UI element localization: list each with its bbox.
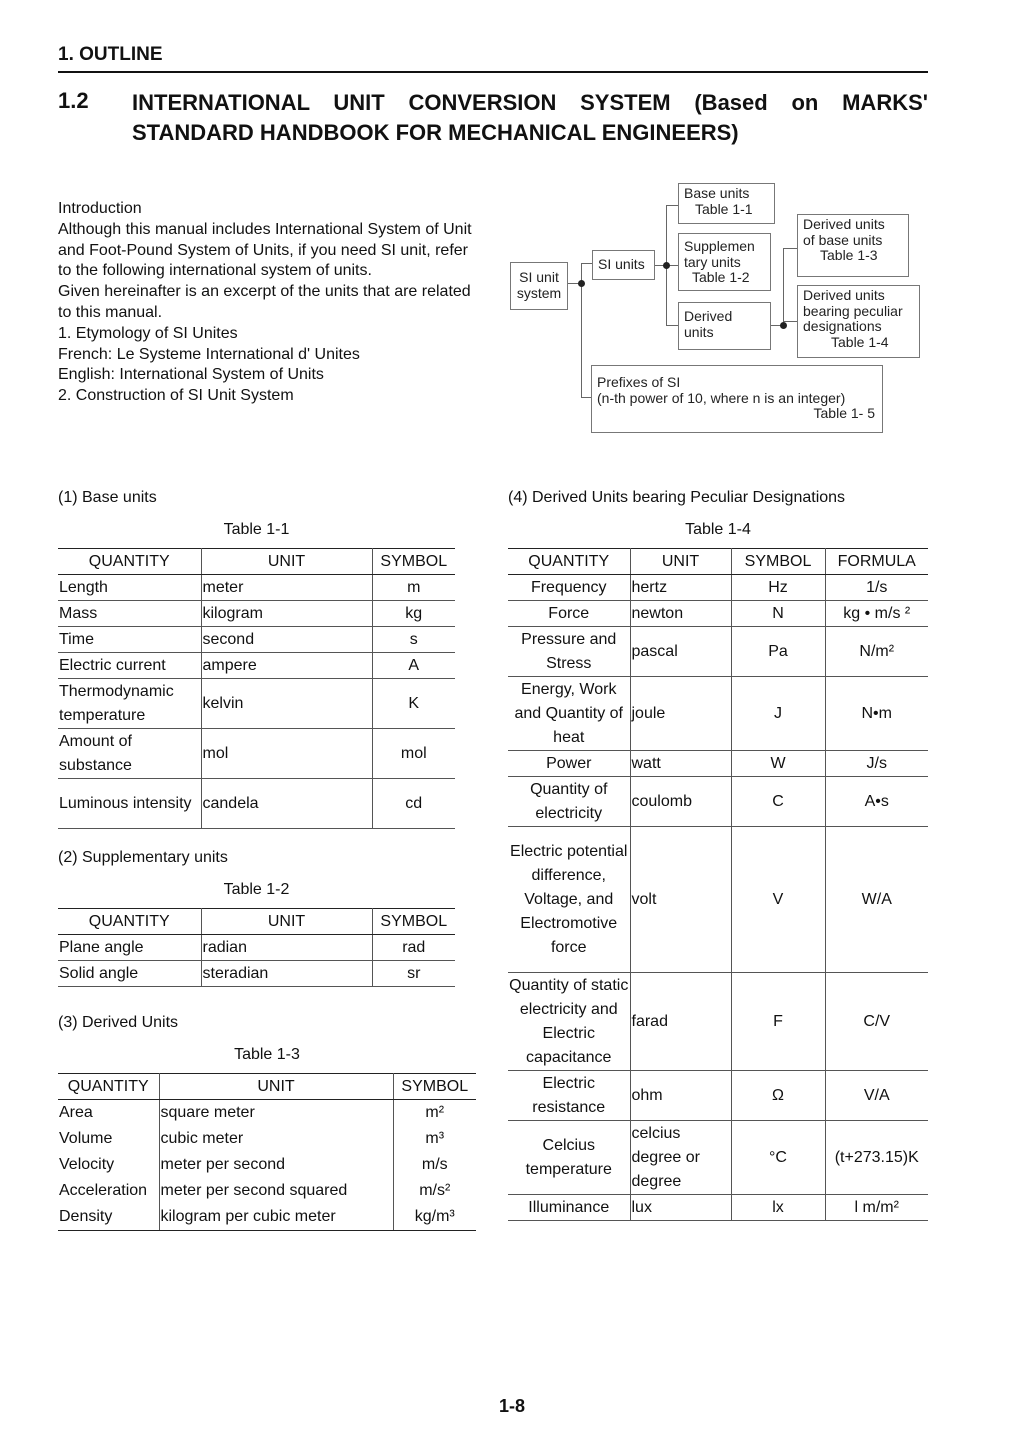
table-cell: Electric potential difference, Voltage, and Electromotive force [508, 827, 630, 973]
column-header: UNIT [201, 549, 372, 575]
table-cell: N•m [825, 677, 928, 751]
table-cell: °C [731, 1121, 825, 1195]
table-cell: steradian [201, 961, 372, 987]
table-cell: newton [630, 601, 731, 627]
table-header-row [58, 909, 455, 935]
table-caption: Table 1-3 [234, 1046, 300, 1063]
table-cell: 1/s [825, 575, 928, 601]
column-header: SYMBOL [372, 549, 455, 575]
intro-line: to the following international system of units. [58, 262, 372, 280]
base-units-table [58, 548, 455, 829]
column-header: QUANTITY [58, 1074, 159, 1100]
table-cell: pascal [630, 627, 731, 677]
table-cell: l m/m² [825, 1195, 928, 1221]
table-cell: Acceleration [58, 1178, 159, 1204]
table-cell: radian [201, 935, 372, 961]
table-cell: watt [630, 751, 731, 777]
table-cell: m² [425, 1104, 445, 1121]
table-row [58, 1100, 476, 1127]
box-text: of base units [803, 231, 883, 248]
connector-line [581, 263, 592, 264]
table-cell: Frequency [508, 575, 630, 601]
box-text: system [516, 284, 562, 301]
table-cell: J/s [825, 751, 928, 777]
table-row [58, 961, 455, 987]
page-title: INTERNATIONAL UNIT CONVERSION SYSTEM (Based on MARKS' STANDARD HANDBOOK FOR MECHANICAL ENGINEERS) [132, 90, 928, 145]
box-text: Table 1-2 [692, 269, 750, 285]
junction-dot [578, 280, 585, 287]
table-cell: meter per second squared [159, 1178, 393, 1204]
table-row [508, 627, 928, 677]
prefixes-box [591, 365, 883, 433]
table-cell: m/s [421, 1156, 448, 1173]
table-caption: Table 1-1 [223, 521, 290, 538]
supplementary-units-table [58, 908, 455, 987]
table-cell: mol [201, 729, 372, 779]
table-cell: Celcius temperature [508, 1121, 630, 1195]
intro-line: to this manual. [58, 303, 163, 321]
column-header: QUANTITY [508, 549, 630, 575]
section-header: 1. OUTLINE [58, 44, 163, 65]
table-cell: lx [731, 1195, 825, 1221]
box-text: Base units [684, 185, 750, 201]
table-cell: Hz [731, 575, 825, 601]
box-text: Table 1- 5 [813, 405, 875, 421]
table-cell: second [201, 627, 372, 653]
connector-line [783, 248, 797, 249]
table-row [58, 1152, 476, 1178]
table-cell: meter per second [159, 1152, 393, 1178]
box-text: SI units [598, 256, 645, 272]
table-cell: Power [508, 751, 630, 777]
table-cell: Force [508, 601, 630, 627]
junction-dot [663, 262, 670, 269]
box-text: bearing peculiar [803, 302, 903, 319]
table-cell: cubic meter [159, 1126, 393, 1152]
column-header: QUANTITY [58, 549, 201, 575]
table-cell: Ω [731, 1071, 825, 1121]
box-text: designations [803, 318, 882, 334]
supplementary-units-box [678, 233, 771, 291]
title-number: 1.2 [58, 88, 89, 113]
table-cell: meter [201, 575, 372, 601]
intro-line: Introduction [58, 200, 142, 217]
table-row [508, 1121, 928, 1195]
column-header: FORMULA [825, 549, 928, 575]
table-cell: Electric resistance [508, 1071, 630, 1121]
table-cell: volt [630, 827, 731, 973]
table-cell: kilogram [201, 601, 372, 627]
table-header-row [58, 549, 455, 575]
table-row [58, 729, 455, 779]
table-cell: celcius degree or degree [630, 1121, 731, 1195]
intro-line: French: Le Systeme International d' Unites [58, 345, 360, 363]
table-cell: lux [630, 1195, 731, 1221]
table-cell: Luminous intensity [58, 779, 201, 829]
table-cell: Length [58, 575, 201, 601]
table-cell: V [731, 827, 825, 973]
column-header: UNIT [630, 549, 731, 575]
table-cell: mol [372, 729, 455, 779]
connector-line [666, 205, 678, 206]
box-text: Derived [684, 308, 733, 324]
table-row [58, 1126, 476, 1152]
table-caption: Table 1-4 [685, 521, 751, 538]
table-cell: s [372, 627, 455, 653]
peculiar-units-table [508, 548, 928, 1221]
table-cell: m/s² [419, 1182, 451, 1199]
table-header-row [58, 1074, 476, 1100]
box-text: Derived units [803, 216, 885, 232]
table-cell: Plane angle [58, 935, 201, 961]
box-text: Table 1-1 [695, 200, 753, 217]
table-cell: ampere [201, 653, 372, 679]
table-cell: Energy, Work and Quantity of heat [508, 677, 630, 751]
table-cell: hertz [630, 575, 731, 601]
column-header: QUANTITY [58, 909, 201, 935]
table-cell: A [372, 653, 455, 679]
box-text: Table 1-3 [820, 247, 878, 263]
table-cell: Pressure and Stress [508, 627, 630, 677]
base-units-box [678, 183, 775, 224]
table-cell: Volume [58, 1126, 159, 1152]
table-cell: N [731, 601, 825, 627]
table-cell: K [372, 679, 455, 729]
table-row [58, 653, 455, 679]
derived-base-units-box [797, 214, 909, 277]
table-row [58, 779, 455, 829]
table-cell: sr [372, 961, 455, 987]
table-row [508, 1195, 928, 1221]
box-text: Prefixes of SI [597, 374, 681, 390]
table-cell: kg • m/s ² [825, 601, 928, 627]
table-row [58, 1178, 476, 1204]
table-row [508, 751, 928, 777]
intro-line: English: International System of Units [58, 366, 324, 384]
table-cell: kilogram per cubic meter [159, 1204, 393, 1231]
table-row [508, 777, 928, 827]
table-cell: C [731, 777, 825, 827]
table-cell: square meter [159, 1100, 393, 1127]
table-cell: Thermodynamic temperature [58, 679, 201, 729]
table-cell: joule [630, 677, 731, 751]
section-heading: (1) Base units [58, 489, 157, 506]
table-row [58, 627, 455, 653]
table-row [58, 679, 455, 729]
table-cell: Mass [58, 601, 201, 627]
table-row [58, 601, 455, 627]
table-cell: Pa [731, 627, 825, 677]
intro-line: 1. Etymology of SI Unites [58, 324, 238, 342]
box-text: Derived units [803, 287, 885, 303]
column-header: UNIT [201, 909, 372, 935]
table-cell: Velocity [58, 1152, 159, 1178]
table-cell: F [731, 973, 825, 1071]
box-text: tary units [684, 253, 741, 270]
connector-line [783, 248, 784, 322]
table-row [508, 677, 928, 751]
table-cell: candela [201, 779, 372, 829]
table-row [508, 1071, 928, 1121]
table-cell: ohm [630, 1071, 731, 1121]
table-cell: Time [58, 627, 201, 653]
column-header: SYMBOL [731, 549, 825, 575]
table-cell: kg [372, 601, 455, 627]
table-cell: kg/m³ [393, 1204, 476, 1231]
table-cell: Electric current [58, 653, 201, 679]
table-cell: cd [372, 779, 455, 829]
table-cell: Quantity of static electricity and Electric capacitance [508, 973, 630, 1071]
intro-line: Given hereinafter is an excerpt of the units that are related [58, 283, 471, 301]
table-cell: Amount of substance [58, 729, 201, 779]
table-row [508, 973, 928, 1071]
table-cell: Solid angle [58, 961, 201, 987]
table-cell: W/A [825, 827, 928, 973]
table-cell: N/m² [825, 627, 928, 677]
column-header: SYMBOL [372, 909, 455, 935]
intro-line: 2. Construction of SI Unit System [58, 387, 294, 405]
table-cell: Quantity of electricity [508, 777, 630, 827]
table-cell: rad [372, 935, 455, 961]
column-header: SYMBOL [393, 1074, 476, 1100]
box-text: SI unit [519, 269, 559, 285]
table-row [58, 1204, 476, 1231]
page-number: 1-8 [498, 1396, 525, 1416]
table-cell: m [372, 575, 455, 601]
table-cell: Area [58, 1100, 159, 1127]
junction-dot [780, 322, 787, 329]
table-cell: V/A [825, 1071, 928, 1121]
section-heading: (4) Derived Units bearing Peculiar Designations [508, 489, 846, 506]
table-row [58, 575, 455, 601]
table-cell: coulomb [630, 777, 731, 827]
si-unit-system-box [510, 262, 568, 310]
header-rule [58, 71, 928, 73]
table-cell: C/V [825, 973, 928, 1071]
table-row [508, 575, 928, 601]
table-cell: (t+273.15)K [825, 1121, 928, 1195]
section-heading: (3) Derived Units [58, 1014, 179, 1031]
connector-line [666, 325, 678, 326]
table-cell: m³ [425, 1130, 445, 1147]
table-caption: Table 1-2 [223, 881, 290, 898]
derived-units-box [678, 302, 771, 350]
box-text: Table 1-4 [831, 333, 889, 350]
box-text: (n-th power of 10, where n is an integer) [597, 389, 846, 406]
section-heading: (2) Supplementary units [58, 849, 228, 866]
table-cell: J [731, 677, 825, 751]
intro-line: Although this manual includes International System of Unit [58, 220, 472, 238]
column-header: UNIT [159, 1074, 393, 1100]
introduction-text [58, 199, 508, 407]
box-text: Supplemen [684, 238, 755, 254]
table-cell: A•s [825, 777, 928, 827]
table-cell: kelvin [201, 679, 372, 729]
table-cell: Illuminance [508, 1195, 630, 1221]
table-cell: W [731, 751, 825, 777]
box-text: units [684, 323, 714, 340]
table-row [508, 827, 928, 973]
table-header-row [508, 549, 928, 575]
derived-units-table [58, 1073, 476, 1231]
derived-peculiar-box [797, 285, 920, 358]
table-row [508, 601, 928, 627]
intro-line: and Foot-Pound System of Units, if you need SI unit, refer [58, 241, 468, 259]
table-row [58, 935, 455, 961]
si-units-box [592, 250, 655, 280]
table-cell: Density [58, 1204, 159, 1231]
table-cell: farad [630, 973, 731, 1071]
